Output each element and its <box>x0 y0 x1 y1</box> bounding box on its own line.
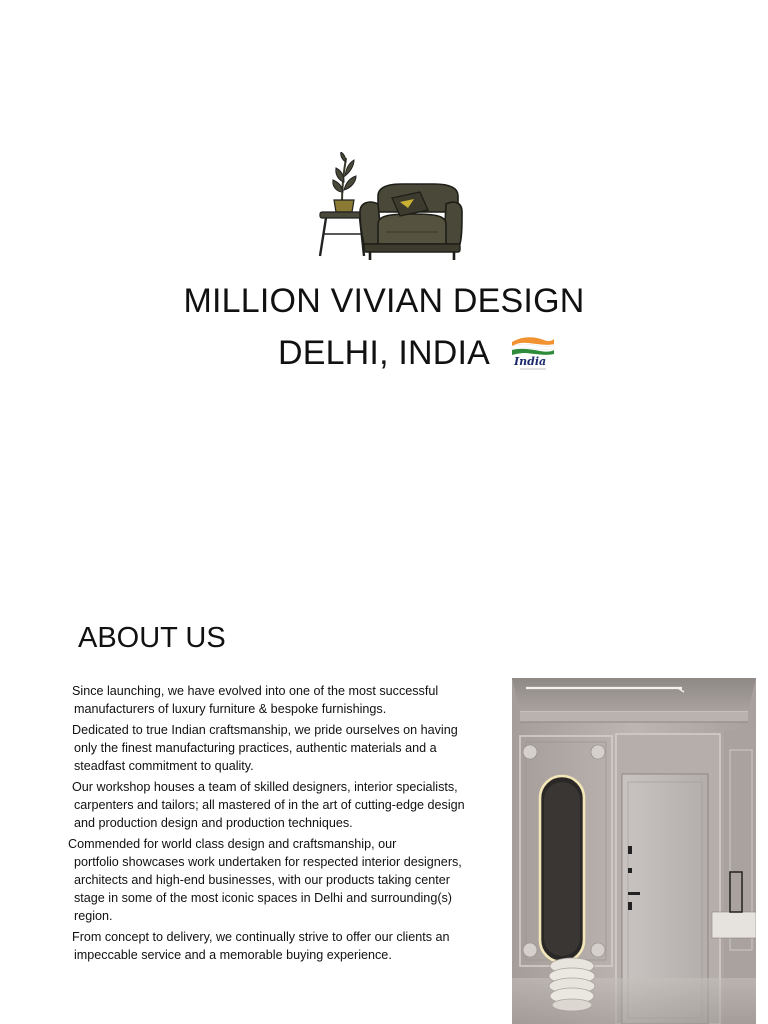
about-us-body <box>68 682 504 967</box>
india-flag-badge-icon <box>508 334 558 372</box>
text-line: Dedicated to true Indian craftsmanship, we pride ourselves on having <box>72 723 458 737</box>
text-line: Commended for world class design and craftsmanship, our <box>68 837 397 851</box>
text-line: carpenters and tailors; all mastered of in the art of cutting-edge design <box>74 798 465 812</box>
side-table-icon <box>320 212 366 256</box>
text-line: impeccable service and a memorable buying experience. <box>74 948 392 962</box>
about-paragraph <box>68 682 504 718</box>
text-line: From concept to delivery, we continually strive to offer our clients an <box>72 930 450 944</box>
text-line: and production design and production techniques. <box>74 816 353 830</box>
india-badge-text: India <box>514 355 547 368</box>
text-line: Our workshop houses a team of skilled designers, interior specialists, <box>72 780 458 794</box>
plant-icon <box>333 152 356 212</box>
about-paragraph <box>68 721 504 775</box>
company-location-title: DELHI, INDIA <box>277 334 491 372</box>
text-line: only the finest manufacturing practices, authentic materials and a <box>74 741 437 755</box>
text-line: Since launching, we have evolved into one of the most successful <box>72 684 439 698</box>
text-line: manufacturers of luxury furniture & bespoke furnishings. <box>74 702 387 716</box>
text-line: steadfast commitment to quality. <box>74 759 254 773</box>
interior-door-photo <box>512 678 756 1024</box>
text-line: portfolio showcases work undertaken for respected interior designers, <box>74 855 462 869</box>
about-us-heading: ABOUT US <box>78 622 226 654</box>
text-line: architects and high-end businesses, with our products taking center <box>74 873 450 887</box>
about-paragraph <box>68 928 504 964</box>
about-paragraph <box>68 835 504 925</box>
armchair-icon <box>360 184 462 260</box>
company-name-title: MILLION VIVIAN DESIGN <box>183 282 585 320</box>
about-paragraph <box>68 778 504 832</box>
text-line: stage in some of the most iconic spaces in Delhi and surrounding(s) <box>74 891 453 905</box>
armchair-logo-icon <box>316 152 466 264</box>
text-line: region. <box>74 909 113 923</box>
pouf-icon <box>549 958 595 1011</box>
